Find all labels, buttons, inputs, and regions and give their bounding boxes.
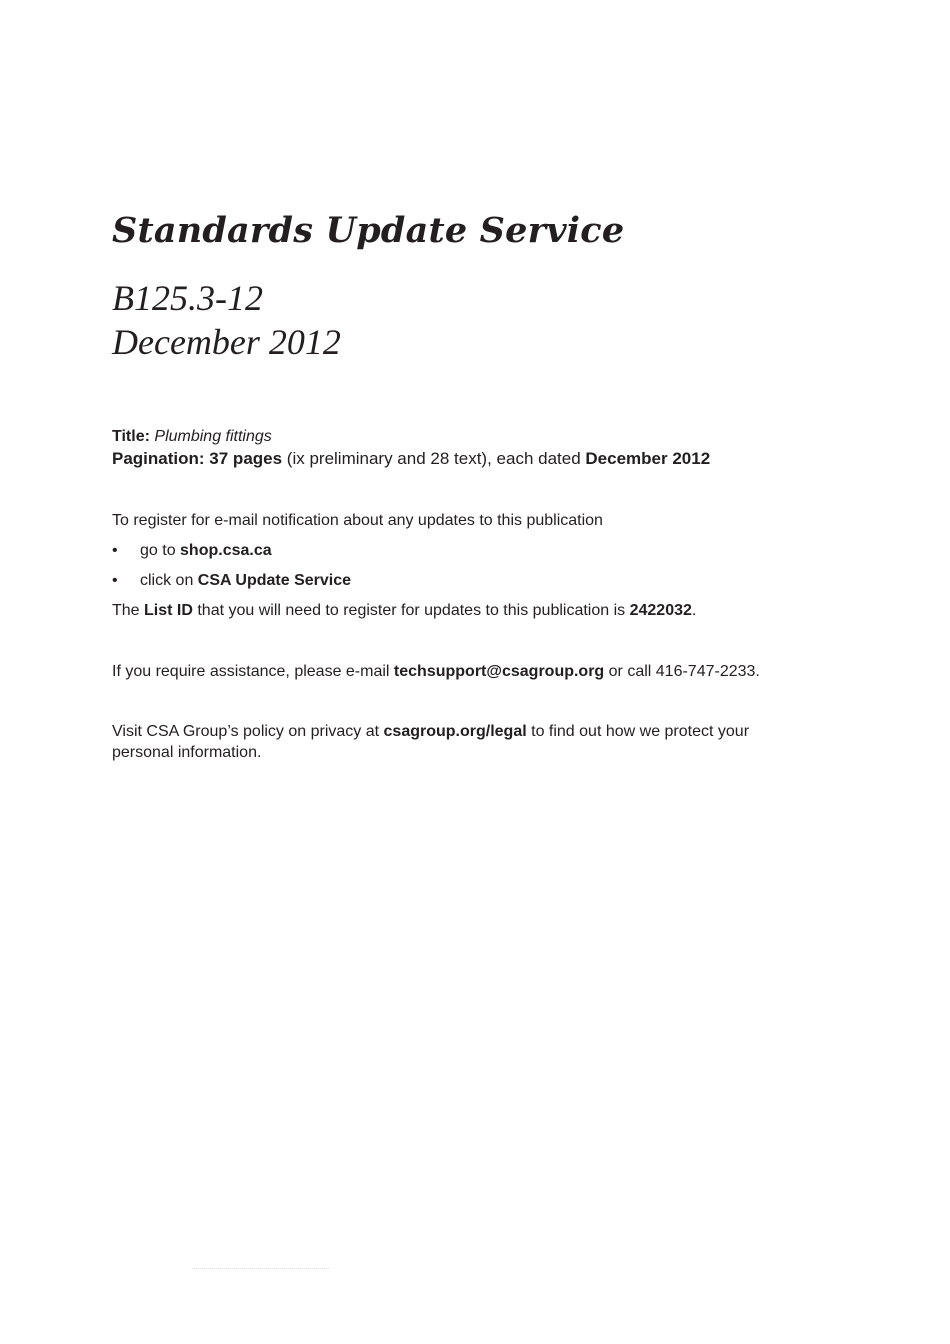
service-heading: Standards Update Service <box>112 210 625 251</box>
faint-footer-mark <box>192 1268 329 1271</box>
publication-date: December 2012 <box>112 322 341 362</box>
text: that you will need to register for updates to this publication is <box>192 602 630 619</box>
list-item <box>112 540 272 561</box>
title-label: Title: <box>112 428 150 445</box>
list-id-label: List ID <box>144 602 193 619</box>
bullet-text: click on <box>140 572 198 589</box>
text: or call 416-747-2233. <box>604 663 760 680</box>
update-service-link[interactable]: CSA Update Service <box>197 572 352 589</box>
title-value: Plumbing fittings <box>154 428 272 445</box>
text: to find out how we protect your personal information. <box>112 723 750 761</box>
text: If you require assistance, please e-mail <box>112 663 394 680</box>
standard-number: B125.3-12 <box>112 278 263 318</box>
pagination-label: Pagination: <box>112 449 205 468</box>
privacy-paragraph <box>112 721 812 763</box>
privacy-link[interactable]: csagroup.org/legal <box>383 723 527 740</box>
pagination-pages: 37 pages <box>209 449 283 468</box>
register-intro: To register for e-mail notification about any updates to this publication <box>112 512 603 529</box>
assistance-line <box>112 661 760 682</box>
text: Visit CSA Group’s policy on privacy at <box>112 723 384 740</box>
pagination-detail: (ix preliminary and 28 text), each dated <box>282 449 586 468</box>
text: . <box>691 602 697 619</box>
bullet-icon: • <box>112 572 118 589</box>
text: The <box>112 602 145 619</box>
pagination-date: December 2012 <box>585 449 711 468</box>
title-line <box>112 426 272 447</box>
shop-link[interactable]: shop.csa.ca <box>180 542 272 559</box>
support-email-link[interactable]: techsupport@csagroup.org <box>393 663 605 680</box>
list-item <box>112 570 351 591</box>
bullet-text: go to <box>140 542 181 559</box>
list-id-line <box>112 600 696 621</box>
pagination-line <box>112 448 710 469</box>
list-id-value: 2422032 <box>629 602 692 619</box>
bullet-icon: • <box>112 542 118 559</box>
